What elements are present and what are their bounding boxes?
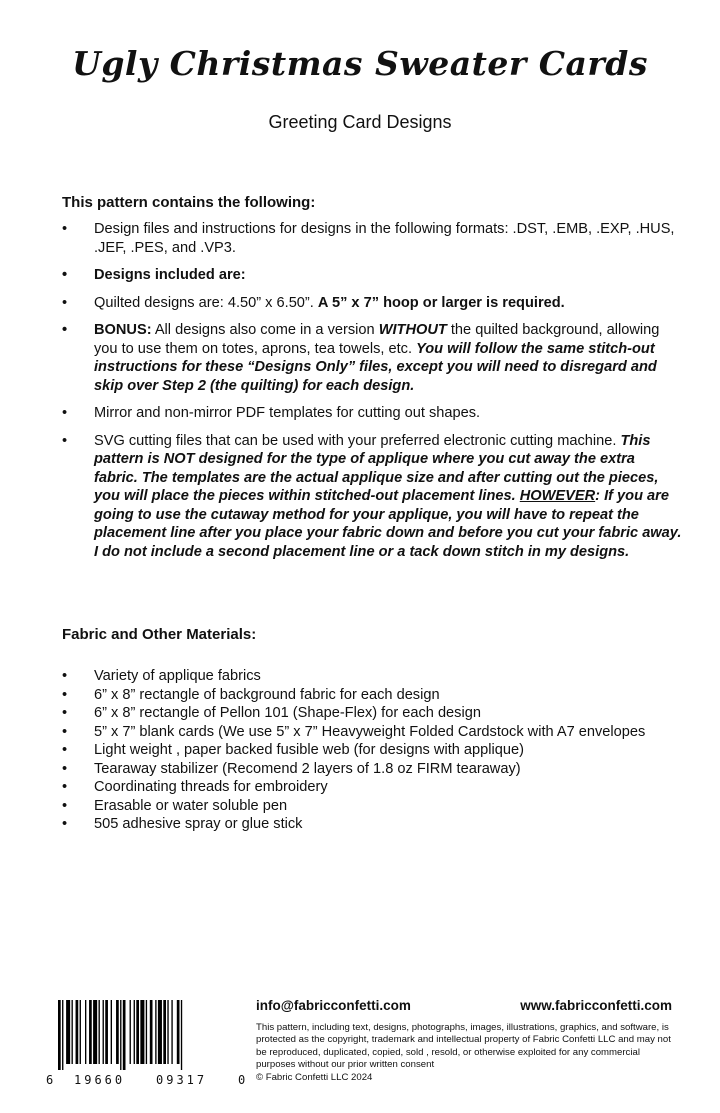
- contact-email[interactable]: info@fabricconfetti.com: [256, 998, 411, 1013]
- list-item: • BONUS: All designs also come in a version WITHOUT the quilted background, allowing you to use them on totes, aprons, tea towels, etc. You will follow the same stitch-out instructions for these “Designs Only” files, except you will need to disregard and skip over Step 2 (the quilting) for each design.: [62, 322, 660, 394]
- legal-notice: [256, 1022, 682, 1084]
- bonus-label: BONUS:: [94, 322, 152, 338]
- mirror-templates-text: Mirror and non-mirror PDF templates for cutting out shapes.: [94, 405, 481, 421]
- list-item: • 6” x 8” rectangle of Pellon 101 (Shape-Flex) for each design: [62, 705, 481, 721]
- barcode-right-digits: 09317: [156, 1073, 208, 1087]
- materials-heading: Fabric and Other Materials:: [62, 626, 257, 643]
- contents-list: [62, 220, 682, 570]
- list-item: • SVG cutting files that can be used with your preferred electronic cutting machine. This pattern is NOT designed for the type of applique where you cut away the extra fabric. The templates are the actual applique size and after cutting out the pieces, you will place the pieces within stitched-out placement lines. HOWEVER: If you are going to use the cutaway method for your applique, you will have to repeat the placement line after you place your fabric down and before you cut your fabric away. I do not include a second placement line or a tack down stitch in my designs.: [62, 432, 682, 560]
- material-item-text: 6” x 8” rectangle of Pellon 101 (Shape-Flex) for each design: [94, 705, 481, 721]
- bonus-text: All designs also come in a version: [151, 322, 379, 338]
- website-link[interactable]: www.fabricconfetti.com: [520, 998, 672, 1013]
- list-item: • Variety of applique fabrics: [62, 668, 261, 684]
- design-files-text: Design files and instructions for designs in the following formats: .DST, .EMB, .EXP, .HUS, .JEF, .PES, and .VP3.: [94, 221, 675, 256]
- list-item: • Mirror and non-mirror PDF templates for cutting out shapes.: [62, 405, 481, 421]
- copyright-text: © Fabric Confetti LLC 2024: [256, 1071, 373, 1083]
- list-item: • Designs included are:: [62, 267, 246, 283]
- contents-heading: This pattern contains the following:: [62, 194, 316, 211]
- barcode-left-digits: 19660: [74, 1073, 126, 1087]
- list-item: • Quilted designs are: 4.50” x 6.50”. A 5” x 7” hoop or larger is required.: [62, 294, 565, 311]
- designs-included-text: Designs included are:: [94, 267, 246, 283]
- barcode: [46, 995, 246, 1095]
- list-item: • Erasable or water soluble pen: [62, 797, 288, 814]
- material-item-text: 505 adhesive spray or glue stick: [94, 816, 303, 832]
- material-item-text: Coordinating threads for embroidery: [94, 779, 328, 795]
- bonus-without: WITHOUT: [378, 322, 447, 338]
- barcode-bars: [56, 1000, 240, 1070]
- material-item-text: Light weight , paper backed fusible web (for designs with applique): [94, 742, 524, 758]
- list-item: • 6” x 8” rectangle of background fabric for each design: [62, 686, 440, 703]
- list-item: • 505 adhesive spray or glue stick: [62, 816, 303, 832]
- legal-text: This pattern, including text, designs, photographs, images, illustrations, graphics, and software, is protected as the copyright, trademark and intellectual property of Fabric Confetti LLC and may not be reproduced, duplicated, copied, sold , resold, or otherwise exploited for any commercial purposes without our prior written consent: [256, 1022, 671, 1071]
- svg-files-text: SVG cutting files that can be used with your preferred electronic cutting machine.: [94, 432, 621, 449]
- svg-warning-text: This pattern is NOT designed for the type of applique where you cut away the extra fabric. The templates are the actual applique size and after cutting out the pieces, you will place the pieces within stitched-out placement lines.: [94, 432, 659, 504]
- quilted-size-text: Quilted designs are: 4.50” x 6.50”.: [94, 294, 318, 311]
- materials-list: [62, 667, 682, 834]
- svg-however: HOWEVER: [519, 488, 596, 504]
- barcode-lead-digit: 6: [46, 1073, 54, 1087]
- bonus-text-continued: the quilted background, allowing you to use them on totes, aprons, tea towels, etc.: [94, 322, 660, 357]
- barcode-check-digit: 0: [238, 1073, 246, 1087]
- document-title: Ugly Christmas Sweater Cards: [72, 44, 648, 83]
- document-subtitle: Greeting Card Designs: [268, 112, 452, 132]
- hoop-requirement-text: A 5” x 7” hoop or larger is required.: [317, 294, 565, 311]
- material-item-text: Erasable or water soluble pen: [94, 797, 288, 814]
- list-item: • Coordinating threads for embroidery: [62, 779, 328, 795]
- list-item: • 5” x 7” blank cards (We use 5” x 7” Heavyweight Folded Cardstock with A7 envelopes: [62, 723, 646, 740]
- bonus-instructions: You will follow the same stitch-out instructions for these “Designs Only” files, except you will need to disregard and skip over Step 2 (the quilting) for each design.: [94, 340, 657, 394]
- list-item: • Light weight , paper backed fusible web (for designs with applique): [62, 742, 524, 758]
- svg-cutaway-text: : If you are going to use the cutaway method for your applique, you will have to repeat the placement line after you place your fabric down and before you cut your fabric away. I do not include a second placement line or a tack down stitch in my designs.: [94, 488, 682, 560]
- material-item-text: 5” x 7” blank cards (We use 5” x 7” Heavyweight Folded Cardstock with A7 envelopes: [94, 723, 646, 740]
- list-item: • Tearaway stabilizer (Recomend 2 layers of 1.8 oz FIRM tearaway): [62, 760, 521, 777]
- material-item-text: 6” x 8” rectangle of background fabric for each design: [94, 686, 440, 703]
- material-item-text: Tearaway stabilizer (Recomend 2 layers of 1.8 oz FIRM tearaway): [94, 760, 521, 777]
- list-item: • Design files and instructions for designs in the following formats: .DST, .EMB, .EXP, .HUS, .JEF, .PES, and .VP3.: [62, 221, 675, 256]
- material-item-text: Variety of applique fabrics: [94, 668, 261, 684]
